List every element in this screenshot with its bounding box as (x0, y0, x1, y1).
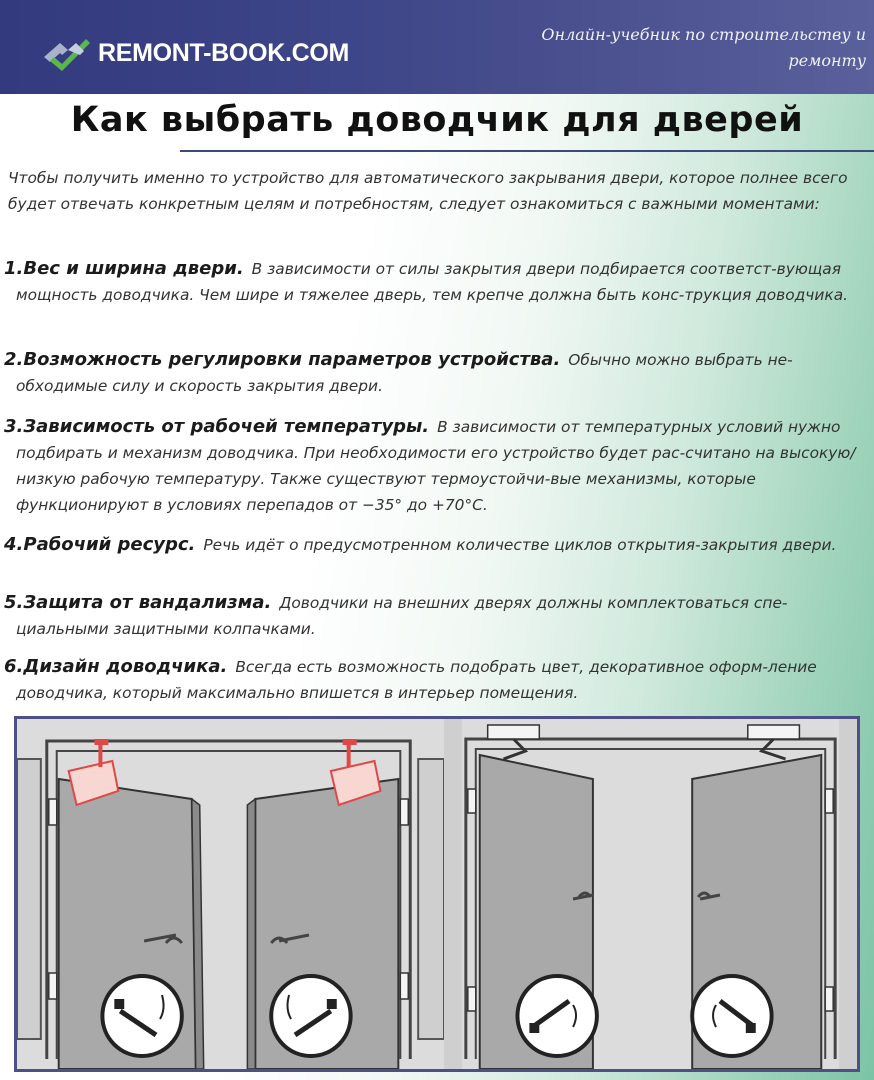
title-underline (180, 150, 874, 152)
illustration-push-side (444, 716, 860, 1072)
illustration-pull-side (14, 716, 444, 1072)
site-header (0, 0, 874, 94)
item-number: 5. (4, 592, 24, 613)
item-body: В зависимости от силы закрытия двери подбирается соответст-вующая мощность доводчика. Чем шире и тяжелее дверь, тем крепче должна быть конс-трукция доводчика. (16, 260, 849, 304)
item-heading: Зависимость от рабочей температуры. (23, 416, 430, 437)
list-item (0, 347, 874, 399)
item-body: Всегда есть возможность подобрать цвет, декоративное оформ-ление доводчика, который максимально впишется в интерьер помещения. (16, 658, 817, 702)
item-number: 2. (4, 349, 24, 370)
list-item (0, 532, 874, 558)
item-heading: Рабочий ресурс. (23, 534, 196, 555)
door-opening-direction-icon (102, 976, 181, 1056)
logo-text: REMONT-BOOK.COM (98, 38, 350, 67)
site-logo[interactable] (40, 34, 349, 72)
item-heading: Возможность регулировки параметров устройства. (23, 349, 561, 370)
item-number: 6. (4, 656, 24, 677)
site-tagline (506, 22, 866, 74)
item-body: Речь идёт о предусмотренном количестве циклов открытия-закрытия двери. (203, 536, 837, 554)
item-heading: Дизайн доводчика. (23, 656, 228, 677)
item-number: 3. (4, 416, 24, 437)
item-number: 4. (4, 534, 24, 555)
item-body: Обычно можно выбрать не-обходимые силу и скорость закрытия двери. (16, 351, 793, 395)
logo-checkmark-icon (40, 35, 92, 71)
door-opening-direction-icon (271, 976, 350, 1056)
door-illustration-left (17, 719, 444, 1069)
item-heading: Защита от вандализма. (23, 592, 272, 613)
list-item (0, 414, 874, 518)
page-title: Как выбрать доводчик для дверей (70, 100, 804, 140)
item-heading: Вес и ширина двери. (23, 258, 244, 279)
door-opening-direction-icon (692, 976, 771, 1056)
list-item (0, 590, 874, 642)
intro-paragraph: Чтобы получить именно то устройство для автоматического закрывания двери, которое полнее всего будет отвечать конкретным целям и потребностям, следует ознакомиться с важными моментами: (8, 169, 848, 213)
item-number: 1. (4, 258, 24, 279)
tagline-line-1: Онлайн-учебник по строительству и (541, 25, 866, 44)
tagline-line-2: ремонту (788, 51, 866, 70)
door-illustration-right (444, 719, 857, 1069)
item-body: Доводчики на внешних дверях должны комплектоваться спе-циальными защитными колпачками. (16, 594, 788, 638)
list-item (0, 654, 874, 706)
item-body: В зависимости от температурных условий нужно подбирать и механизм доводчика. При необходимости его устройство будет рас-считано на высокую/низкую рабочую температуру. Также существуют термоустойчи-вые механизмы, которые функционируют в условиях перепадов от −35° до +70°С. (16, 418, 856, 514)
list-item (0, 256, 874, 308)
door-opening-direction-icon (517, 976, 596, 1056)
